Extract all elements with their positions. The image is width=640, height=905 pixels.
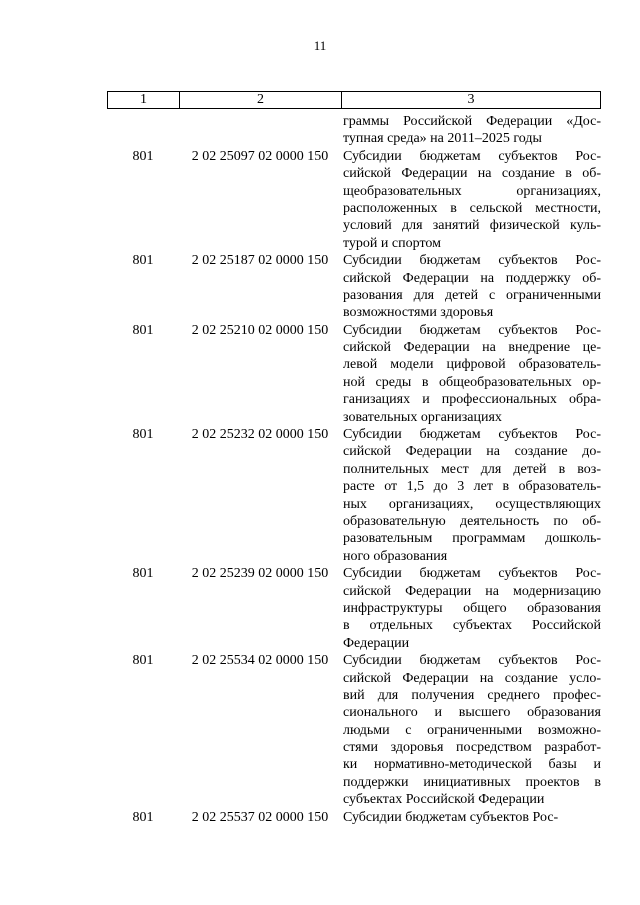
page-number: 11: [313, 38, 327, 53]
row-description: [341, 322, 601, 426]
table-header: [107, 91, 601, 109]
row-description: [341, 113, 601, 148]
description-line: зовательных организациях: [343, 409, 502, 425]
description-line: Субсидии бюджетам субъектов Рос-: [343, 253, 601, 269]
description-line: сийской Федерации на создание усло-: [343, 670, 601, 686]
table-row: [107, 426, 601, 565]
description-line: турой и спортом: [343, 235, 441, 251]
description-line: условий для занятий физической куль-: [343, 218, 601, 234]
table-row: [107, 148, 601, 252]
description-line: ных организациях, осуществляющих: [343, 496, 601, 512]
row-description: [341, 148, 601, 252]
description-line: расте от 1,5 до 3 лет в образователь-: [343, 479, 601, 495]
description-line: разования для детей с ограниченными: [343, 287, 601, 303]
description-line: граммы Российской Федерации «Дос-: [343, 114, 601, 129]
table-row: [107, 652, 601, 809]
description-line: Федерации: [343, 635, 410, 651]
table-body: [107, 113, 601, 826]
description-line: расположенных в сельской местности,: [343, 200, 601, 216]
description-line: субъектах Российской Федерации: [343, 792, 545, 808]
description-line: Субсидии бюджетам субъектов Рос-: [343, 322, 601, 338]
description-line: Субсидии бюджетам субъектов Рос-: [343, 653, 601, 669]
row-budget-code: 2 02 25534 02 0000 150: [191, 653, 329, 669]
table-header-col-2: 2: [180, 92, 342, 108]
table-header-col-3: 3: [467, 92, 475, 107]
description-line: полнительных мест для детей в воз-: [343, 461, 601, 477]
description-line: ной среды в общеобразовательных ор-: [343, 374, 601, 390]
description-line: щеобразовательных организациях,: [343, 183, 601, 199]
row-budget-code: 2 02 25187 02 0000 150: [191, 253, 329, 269]
row-budget-code: 2 02 25210 02 0000 150: [191, 322, 329, 338]
row-admin-code: 801: [132, 148, 154, 164]
row-description: [341, 652, 601, 809]
row-description: [341, 252, 601, 322]
description-line: разовательным программам дошколь-: [343, 531, 601, 547]
description-line: ганизациях и профессиональных обра-: [343, 392, 601, 408]
description-line: сионального и высшего образования: [343, 705, 601, 721]
row-admin-code: 801: [132, 809, 154, 825]
row-admin-code: 801: [132, 322, 154, 338]
row-budget-code: 2 02 25097 02 0000 150: [191, 148, 329, 164]
table-row: [107, 252, 601, 322]
row-admin-code: 801: [132, 653, 154, 669]
description-line: ного образования: [343, 548, 448, 564]
description-line: инфраструктуры общего образования: [343, 600, 601, 616]
description-line: людьми с ограниченными возможно-: [343, 722, 601, 738]
row-description: [341, 426, 601, 565]
table-row-continuation: [107, 113, 601, 148]
description-line: стями здоровья посредством разработ-: [343, 740, 601, 756]
description-line: левой модели цифровой образователь-: [343, 357, 601, 373]
table-row: [107, 809, 601, 826]
row-description: [341, 565, 601, 652]
description-line: Субсидии бюджетам субъектов Рос-: [343, 427, 601, 443]
row-budget-code: 2 02 25537 02 0000 150: [191, 809, 329, 825]
description-line: ки нормативно-методической базы и: [343, 757, 601, 773]
description-line: образовательную деятельность по об-: [343, 513, 601, 529]
table-row: [107, 322, 601, 426]
description-line: сийской Федерации на поддержку об-: [343, 270, 601, 286]
description-line: возможностями здоровья: [343, 305, 494, 321]
description-line: Субсидии бюджетам субъектов Рос-: [343, 566, 601, 582]
row-admin-code: 801: [132, 427, 154, 443]
description-line: сийской Федерации на модернизацию: [343, 583, 601, 599]
row-budget-code: [179, 113, 341, 148]
description-line: вий для получения среднего профес-: [343, 687, 601, 703]
description-line: поддержки инициативных проектов в: [343, 774, 601, 790]
row-admin-code: [107, 113, 179, 148]
table-row: [107, 565, 601, 652]
row-description: [341, 809, 601, 826]
row-admin-code: 801: [132, 253, 154, 269]
description-line: сийской Федерации на внедрение це-: [343, 340, 601, 356]
description-line: Субсидии бюджетам субъектов Рос-: [343, 148, 601, 164]
description-line: сийской Федерации на создание в об-: [343, 166, 601, 182]
row-budget-code: 2 02 25239 02 0000 150: [191, 566, 329, 582]
row-budget-code: 2 02 25232 02 0000 150: [191, 427, 329, 443]
description-line: в отдельных субъектах Российской: [343, 618, 601, 634]
description-line: тупная среда» на 2011–2025 годы: [343, 131, 542, 147]
description-line: Субсидии бюджетам субъектов Рос-: [343, 809, 559, 825]
description-line: сийской Федерации на создание до-: [343, 444, 601, 460]
row-admin-code: 801: [132, 566, 154, 582]
table-header-col-1: 1: [108, 92, 180, 108]
